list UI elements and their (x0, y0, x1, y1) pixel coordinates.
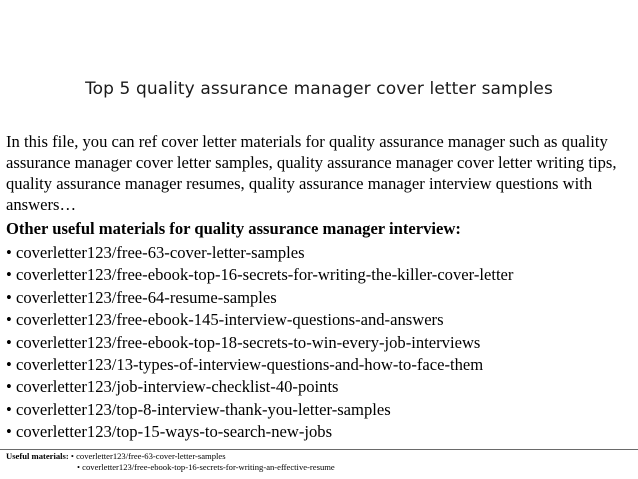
list-item[interactable]: • coverletter123/free-63-cover-letter-samples (6, 243, 305, 262)
list-item[interactable]: • coverletter123/free-ebook-top-16-secrets-for-writing-the-killer-cover-letter (6, 265, 514, 285)
footer-row (6, 462, 335, 473)
materials-list (6, 242, 513, 444)
list-item[interactable]: • coverletter123/top-8-interview-thank-you-letter-samples (6, 399, 391, 419)
list-item[interactable]: • coverletter123/free-64-resume-samples (6, 287, 277, 307)
footer-link[interactable]: • coverletter123/free-63-cover-letter-samples (70, 451, 226, 461)
footer-label: Useful materials (6, 451, 66, 461)
page-title: Top 5 quality assurance manager cover letter samples (85, 79, 553, 99)
footer (6, 451, 335, 472)
list-item[interactable]: • coverletter123/13-types-of-interview-questions-and-how-to-face-them (6, 355, 484, 375)
list-item[interactable]: • coverletter123/top-15-ways-to-search-new-jobs (6, 422, 333, 442)
footer-separator: : (65, 451, 71, 461)
materials-heading: Other useful materials for quality assurance manager interview: (6, 219, 461, 238)
footer-row (6, 451, 335, 462)
list-item[interactable]: • coverletter123/job-interview-checklist-40-points (6, 377, 339, 397)
intro-paragraph: In this file, you can ref cover letter materials for quality assurance manager such as quality assurance manager cover letter samples, quality assurance manager cover letter writing tips, quality assurance manager resumes, quality assurance manager interview questions with answers… (6, 132, 617, 214)
list-item[interactable]: • coverletter123/free-ebook-top-18-secrets-to-win-every-job-interviews (6, 332, 481, 352)
footer-link[interactable]: • coverletter123/free-ebook-top-16-secrets-for-writing-an-effective-resume (77, 461, 335, 472)
footer-divider (0, 449, 638, 450)
list-item[interactable]: • coverletter123/free-ebook-145-interview-questions-and-answers (6, 310, 444, 330)
